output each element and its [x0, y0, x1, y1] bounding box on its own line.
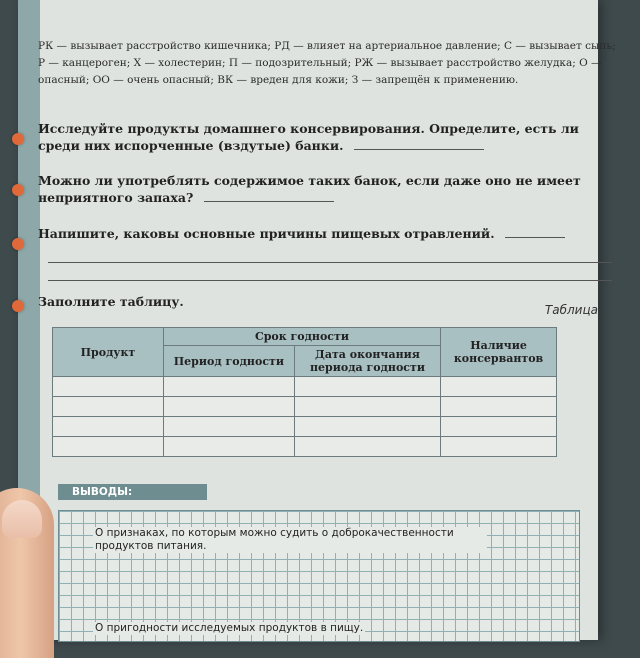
- table-row: [53, 437, 557, 457]
- table-cell[interactable]: [163, 437, 294, 457]
- question-text: Можно ли употреблять содержимое таких банок, если даже оно не имеет неприятного запаха?: [38, 173, 581, 205]
- table-cell[interactable]: [294, 417, 440, 437]
- table-cell[interactable]: [294, 377, 440, 397]
- header-end-date: Дата окончания периода годности: [294, 346, 440, 377]
- table-caption: Таблица: [544, 303, 598, 317]
- table-cell[interactable]: [163, 377, 294, 397]
- conclusion-item-suitability: О пригодности исследуемых продуктов в пищу.: [95, 622, 364, 634]
- header-shelf-life: Срок годности: [163, 328, 440, 346]
- header-period: Период годности: [163, 346, 294, 377]
- conclusions-heading: ВЫВОДЫ:: [58, 484, 207, 500]
- bullet-icon: [12, 238, 24, 250]
- table-row: [53, 397, 557, 417]
- table-row: [53, 417, 557, 437]
- table-cell[interactable]: [441, 377, 557, 397]
- question-text: Напишите, каковы основные причины пищевых отравлений.: [38, 226, 495, 241]
- thumbnail-nail: [2, 500, 42, 538]
- answer-line[interactable]: [48, 280, 612, 281]
- bullet-icon: [12, 184, 24, 196]
- table-cell[interactable]: [163, 397, 294, 417]
- table-cell[interactable]: [53, 417, 164, 437]
- table-cell[interactable]: [294, 397, 440, 417]
- table-cell[interactable]: [53, 437, 164, 457]
- table-cell[interactable]: [53, 397, 164, 417]
- header-preservatives: Наличие консервантов: [441, 328, 557, 377]
- abbreviation-legend: РК — вызывает расстройство кишечника; РД — влияет на артериальное давление; С — вызывает сыпь; Р — канцероген; Х — холестерин; П — подозрительный; РЖ — вызывает расстройство желудка; О — опасный; ОО — очень опасный; ВК — вреден для кожи; З — запрещён к применению.: [38, 40, 616, 86]
- answer-line[interactable]: [354, 149, 484, 150]
- bullet-icon: [12, 300, 24, 312]
- table-cell[interactable]: [441, 437, 557, 457]
- answer-line[interactable]: [48, 262, 612, 263]
- header-product: Продукт: [53, 328, 164, 377]
- question-poisoning-causes: [38, 225, 620, 242]
- bullet-icon: [12, 133, 24, 145]
- table-cell[interactable]: [53, 377, 164, 397]
- conclusion-item-quality: О признаках, по которым можно судить о доброкачественности продуктов питания.: [93, 527, 487, 553]
- question-bad-smell: [38, 172, 620, 206]
- table-row: [53, 377, 557, 397]
- product-table: [52, 327, 557, 457]
- table-cell[interactable]: [163, 417, 294, 437]
- answer-line[interactable]: [505, 237, 565, 238]
- question-spoiled-cans: [38, 120, 620, 154]
- table-cell[interactable]: [294, 437, 440, 457]
- question-text: Исследуйте продукты домашнего консервирования. Определите, есть ли среди них испорченные (вздутые) банки.: [38, 121, 579, 153]
- task-fill-table: Заполните таблицу.: [38, 294, 184, 309]
- table-cell[interactable]: [441, 397, 557, 417]
- table-cell[interactable]: [441, 417, 557, 437]
- answer-line[interactable]: [204, 201, 334, 202]
